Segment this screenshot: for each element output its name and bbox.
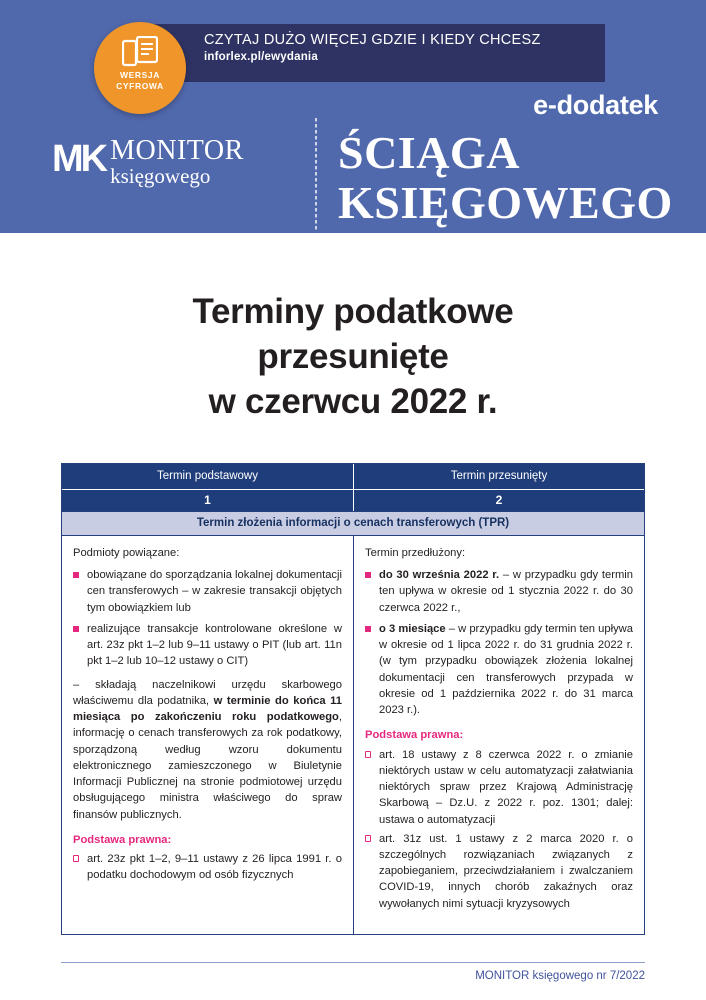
left-bullet-list xyxy=(73,567,342,669)
logo-mark-mk: MK xyxy=(52,138,106,180)
promo-headline: CZYTAJ DUŻO WIĘCEJ GDZIE I KIEDY CHCESZ xyxy=(204,32,541,48)
left-legal-basis-list xyxy=(73,851,342,883)
header-divider xyxy=(315,118,317,230)
edodatek-label: e-dodatek xyxy=(533,90,658,120)
table-header-row xyxy=(62,464,644,489)
left-paragraph xyxy=(73,677,342,823)
logo-word-ksiegowego: księgowego xyxy=(110,163,211,188)
deadlines-table xyxy=(61,463,645,935)
publication-title-line1: ŚCIĄGA xyxy=(338,127,520,178)
right-lead-text: Termin przedłużony: xyxy=(365,547,466,559)
promo-url: inforlex.pl/ewydania xyxy=(204,51,318,64)
column-header-shifted-deadline: Termin przesunięty xyxy=(353,464,644,489)
badge-label-line2: CYFROWA xyxy=(116,80,164,91)
footer-divider xyxy=(61,962,645,963)
column-header-basic-deadline: Termin podstawowy xyxy=(157,470,258,482)
logo-word-monitor: MONITOR xyxy=(110,135,244,166)
table-body-row xyxy=(62,536,644,934)
right-legal-basis-heading: Podstawa prawna: xyxy=(365,729,464,742)
list-item: realizujące transakcje kontrolowane określone w art. 23z pkt 1–2 lub 9–11 ustawy o PIT (lub art. 11n pkt 1–2 lub 10–12 ustawy o CIT) xyxy=(73,621,342,670)
left-paragraph-pre: – składają naczelnikowi urzędu skarbowego właściwemu dla podatnika, xyxy=(73,678,342,707)
page-title xyxy=(0,290,706,424)
publication-title-line2: KSIĘGOWEGO xyxy=(338,176,673,228)
list-item-rest: – w przypadku gdy termin ten upływa w okresie od 1 lipca 2022 r. do 31 grudnia 2022 r. (w tym przypadku obowiązek złożenia lokalnej dokumentacji cen transferowych przypada w okresie od 1 października 2022 r. do 31 marca 2023 r.). xyxy=(379,622,633,717)
list-item xyxy=(365,567,633,616)
footer-publication-reference: MONITOR księgowego nr 7/2022 xyxy=(475,970,645,982)
column-number-2: 2 xyxy=(353,490,644,511)
column-number-1: 1 xyxy=(204,493,211,507)
list-item-bold: o 3 miesiące xyxy=(379,622,446,635)
badge-label-line1: WERSJA xyxy=(120,70,160,80)
list-item xyxy=(365,621,633,718)
list-item: art. 18 ustawy z 8 czerwca 2022 r. o zmianie niektórych ustaw w celu automatyzacji załatwiania niektórych spraw przez Krajową Administrację Skarbową – Dz.U. z 2022 r. poz. 1301; dalej: ustawa o automatyzacji xyxy=(365,747,633,828)
page-title-line2: przesunięte xyxy=(257,336,449,376)
table-cell-shifted-deadline xyxy=(353,536,644,934)
left-lead-text: Podmioty powiązane: xyxy=(73,547,180,559)
digital-version-badge xyxy=(94,22,186,114)
monitor-ksiegowego-logo xyxy=(52,135,244,188)
list-item: art. 31z ust. 1 ustawy z 2 marca 2020 r. o szczególnych rozwiązaniach związanych z zapobieganiem, przeciwdziałaniem i zwalczaniem COVID-19, innych chorób zakaźnych oraz wywołanych nimi sytuacji kryzysowych xyxy=(365,831,633,912)
right-bullet-list xyxy=(365,567,633,718)
left-legal-basis-heading: Podstawa prawna: xyxy=(73,833,172,846)
page-header xyxy=(0,0,706,233)
table-cell-basic-deadline xyxy=(62,536,353,934)
page-title-line3: w czerwcu 2022 r. xyxy=(208,381,498,421)
digital-device-icon xyxy=(122,36,158,68)
list-item-rest: – w przypadku gdy termin ten upływa w okresie od 1 stycznia 2022 r. do 30 czerwca 2022 r., xyxy=(379,569,633,614)
list-item-bold: do 30 września 2022 r. xyxy=(379,569,500,582)
right-legal-basis-list xyxy=(365,747,633,912)
list-item: obowiązane do sporządzania lokalnej dokumentacji cen transferowych – w zakresie transakcji objętych tym obowiązkiem lub xyxy=(73,567,342,616)
table-section-title: Termin złożenia informacji o cenach transferowych (TPR) xyxy=(62,511,644,536)
left-paragraph-bold: w terminie do końca 11 miesiąca po zakończeniu roku podatkowego xyxy=(73,694,343,724)
page-title-line1: Terminy podatkowe xyxy=(192,292,514,331)
left-paragraph-post: , informację o cenach transferowych za rok podatkowy, sporządzoną według wzoru dokumentu elektronicznego zamieszczonego w Biuletynie Informacji Publicznej na stronie podmiotowej urzędu obsługującego ministra właściwego do spraw finansów publicznych. xyxy=(73,711,342,821)
list-item: art. 23z pkt 1–2, 9–11 ustawy z 26 lipca 1991 r. o podatku dochodowym od osób fizycznych xyxy=(73,851,342,883)
publication-title xyxy=(338,128,673,227)
table-column-number-row xyxy=(62,489,644,511)
promo-banner xyxy=(131,24,605,82)
